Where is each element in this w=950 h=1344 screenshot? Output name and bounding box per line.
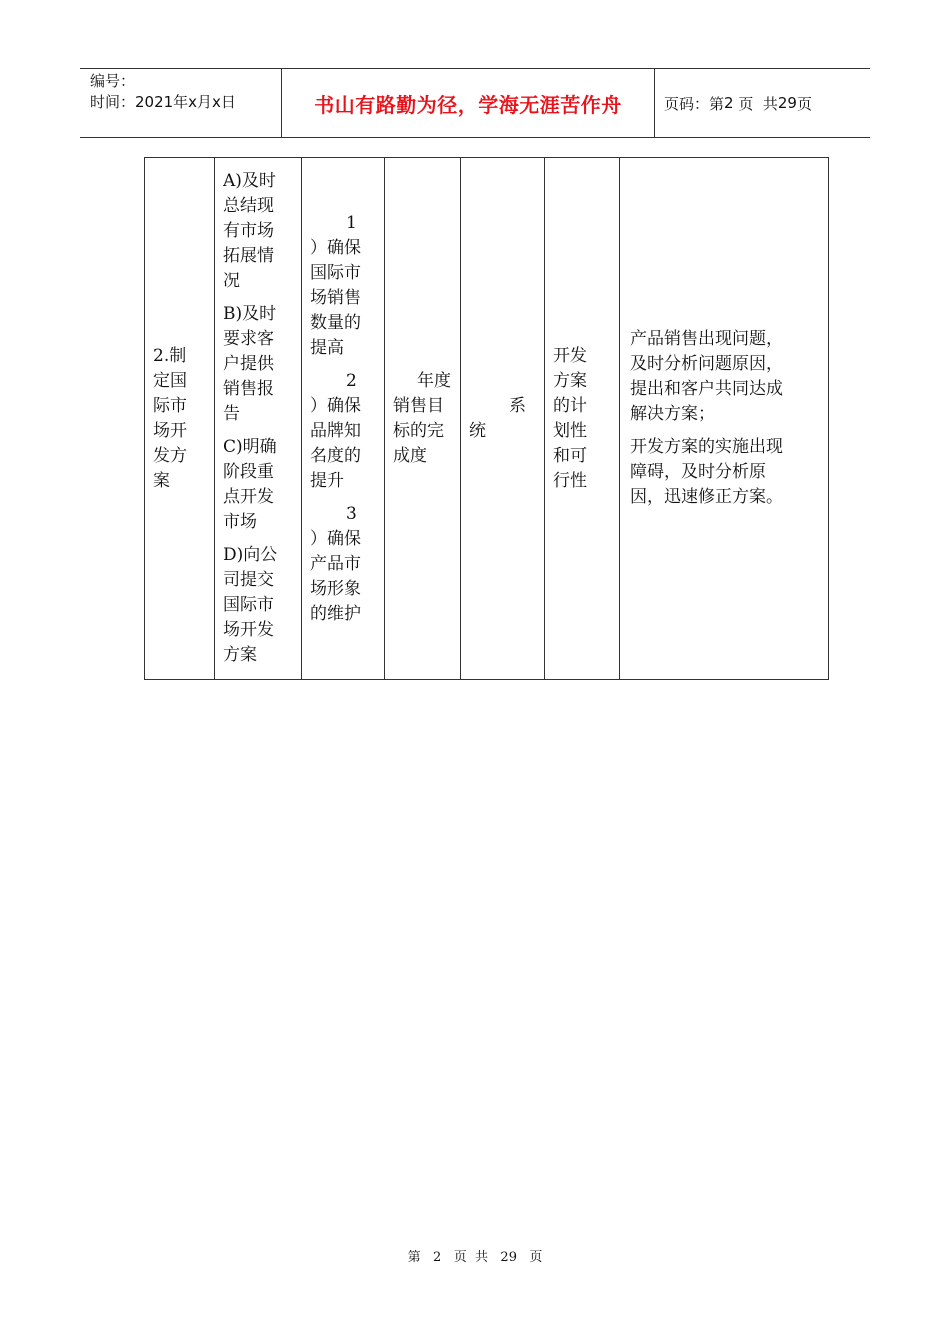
- goal-3: 3 ）确保 产品市 场形象 的维护: [310, 503, 361, 624]
- page-suffix: 页: [796, 94, 812, 113]
- header-divider: [654, 69, 655, 137]
- actions-cell: [215, 158, 302, 680]
- header-page-number: [664, 69, 812, 137]
- goal-2: 2 ）确保 品牌知 名度的 提升: [310, 370, 361, 491]
- number-label: 编号：: [90, 72, 136, 90]
- footer-middle: 页 共: [453, 1250, 488, 1265]
- action-d: D)向公 司提交 国际市 场开发 方案: [223, 545, 278, 665]
- page-header: [80, 68, 870, 138]
- action-a: A)及时 总结现 有市场 拓展情 况: [223, 171, 276, 291]
- time-label: 时间：2021年x月x日: [90, 93, 236, 111]
- plan-table: [144, 157, 829, 680]
- measure-2: 开发方案的实施出现 障碍，及时分析原 因，迅速修正方案。: [630, 437, 783, 507]
- footer-total: 29: [500, 1250, 517, 1265]
- method-cell: 系 统: [461, 158, 545, 680]
- indicator-cell: 年度 销售目 标的完 成度: [385, 158, 461, 680]
- measures-cell: [620, 158, 829, 680]
- criteria-cell: 开发 方案 的计 划性 和可 行性: [545, 158, 620, 680]
- page-current: 2: [724, 94, 734, 112]
- table-row: [145, 158, 829, 680]
- page-total: 29: [777, 94, 797, 112]
- goals-cell: [302, 158, 385, 680]
- measure-1: 产品销售出现问题， 及时分析问题原因， 提出和客户共同达成 解决方案；: [630, 329, 783, 424]
- page-prefix: 页码：第: [664, 94, 725, 113]
- footer-current: 2: [433, 1250, 442, 1265]
- footer-suffix: 页: [529, 1250, 543, 1265]
- action-b: B)及时 要求客 户提供 销售报 告: [223, 304, 277, 424]
- header-slogan: 书山有路勤为径，学海无涯苦作舟: [314, 92, 622, 117]
- item-cell: 2.制 定国 际市 场开 发方 案: [145, 158, 215, 680]
- page-middle: 页 共: [738, 94, 778, 113]
- goal-1: 1 ）确保 国际市 场销售 数量的 提高: [310, 212, 361, 358]
- page-footer: [0, 1246, 950, 1265]
- action-c: C)明确 阶段重 点开发 市场: [223, 437, 277, 532]
- footer-prefix: 第: [407, 1250, 421, 1265]
- header-meta: [90, 71, 280, 113]
